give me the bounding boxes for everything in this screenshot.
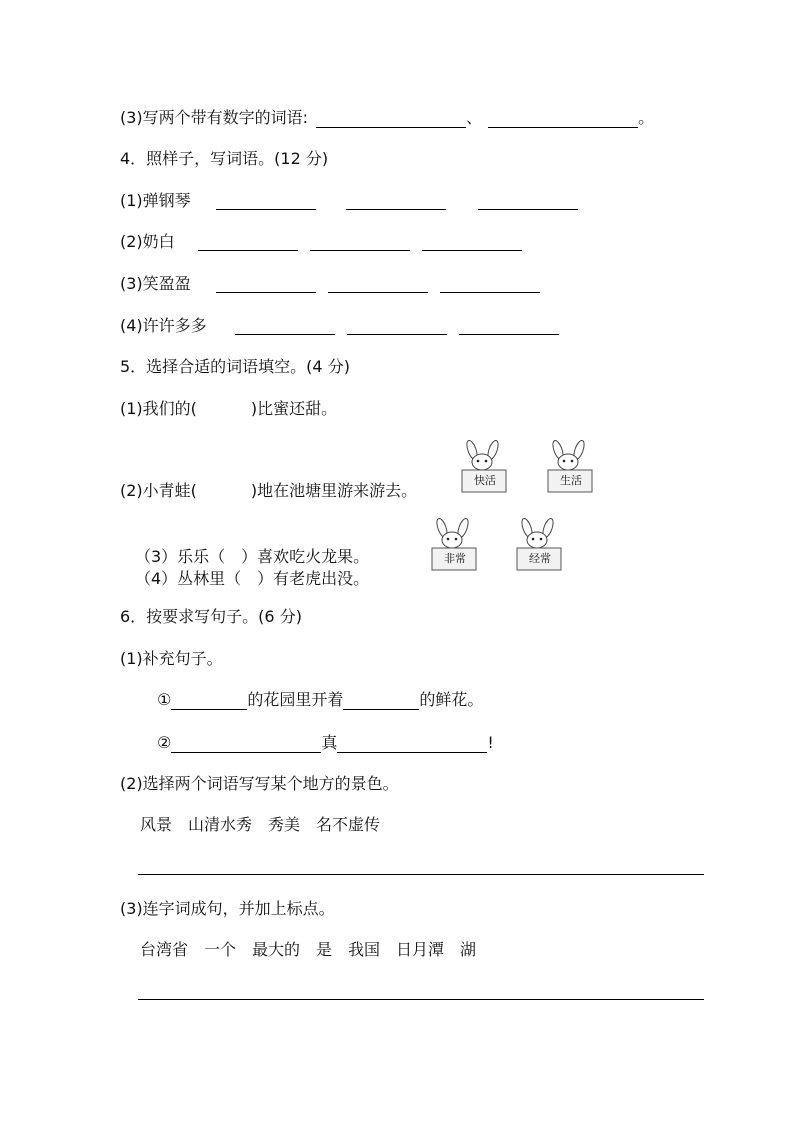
q5-sentence-2: (2)小青蛙( )地在池塘里游来游去。 (120, 481, 418, 500)
rabbit-sign-icon[interactable] (510, 518, 568, 574)
answer-blank[interactable] (422, 250, 522, 251)
q6-part2-label: (2)选择两个词语写写某个地方的景色。 (120, 774, 399, 793)
answer-blank[interactable] (310, 250, 410, 251)
rabbit-sign-icon[interactable] (541, 440, 599, 496)
q3-label: (3)写两个带有数字的词语: (120, 108, 309, 127)
answer-blank[interactable] (216, 292, 316, 293)
q4-item-label: (1)弹钢琴 (120, 191, 191, 210)
q4-item-label: (2)奶白 (120, 232, 175, 251)
q4-item-label: (4)许许多多 (120, 316, 207, 335)
answer-line[interactable] (138, 874, 704, 875)
answer-line[interactable] (138, 999, 704, 1000)
answer-blank[interactable] (235, 334, 335, 335)
answer-blank[interactable] (459, 334, 559, 335)
q3-line (120, 108, 654, 128)
q4-heading: 4．照样子，写词语。(12 分) (120, 149, 329, 168)
sign-label: 经常 (529, 552, 551, 565)
answer-blank[interactable] (346, 209, 446, 210)
sign-label: 快活 (474, 474, 496, 487)
q4-item-label: (3)笑盈盈 (120, 274, 191, 293)
circled-number: ② (157, 733, 172, 752)
circled-number: ① (157, 690, 172, 709)
answer-blank[interactable] (171, 694, 247, 710)
q5-sentence-1: (1)我们的( )比蜜还甜。 (120, 399, 338, 418)
answer-blank[interactable] (343, 694, 419, 710)
answer-blank[interactable] (478, 209, 578, 210)
answer-blank[interactable] (337, 737, 487, 753)
answer-blank[interactable] (440, 292, 540, 293)
q6-part3-label: (3)连字词成句，并加上标点。 (120, 899, 335, 918)
q6-part1-label: (1)补充句子。 (120, 649, 223, 668)
answer-blank[interactable] (171, 737, 321, 753)
rabbit-sign-icon[interactable] (425, 518, 483, 574)
word-bank: 台湾省 一个 最大的 是 我国 日月潭 湖 (140, 940, 477, 959)
q5-sentence-3: （3）乐乐（ ）喜欢吃火龙果。 (135, 547, 370, 566)
q6-heading: 6．按要求写句子。(6 分) (120, 607, 302, 626)
answer-blank[interactable] (328, 292, 428, 293)
answer-blank[interactable] (198, 250, 298, 251)
word-bank: 风景 山清水秀 秀美 名不虚传 (140, 815, 381, 834)
q6-sentence-2: ② 真 ! (157, 733, 494, 752)
answer-blank[interactable] (347, 334, 447, 335)
sign-label: 生活 (560, 474, 582, 487)
q5-heading: 5．选择合适的词语填空。(4 分) (120, 357, 350, 376)
rabbit-sign-icon[interactable] (455, 440, 513, 496)
answer-blank[interactable] (216, 209, 316, 210)
end-mark: 。 (638, 108, 655, 127)
answer-blank[interactable] (316, 112, 466, 128)
q6-sentence-1: ① 的花园里开着 的鲜花。 (157, 690, 484, 709)
sign-label: 非常 (444, 552, 466, 565)
separator: 、 (466, 108, 483, 127)
q5-sentence-4: （4）丛林里（ ）有老虎出没。 (135, 569, 370, 588)
answer-blank[interactable] (488, 112, 638, 128)
